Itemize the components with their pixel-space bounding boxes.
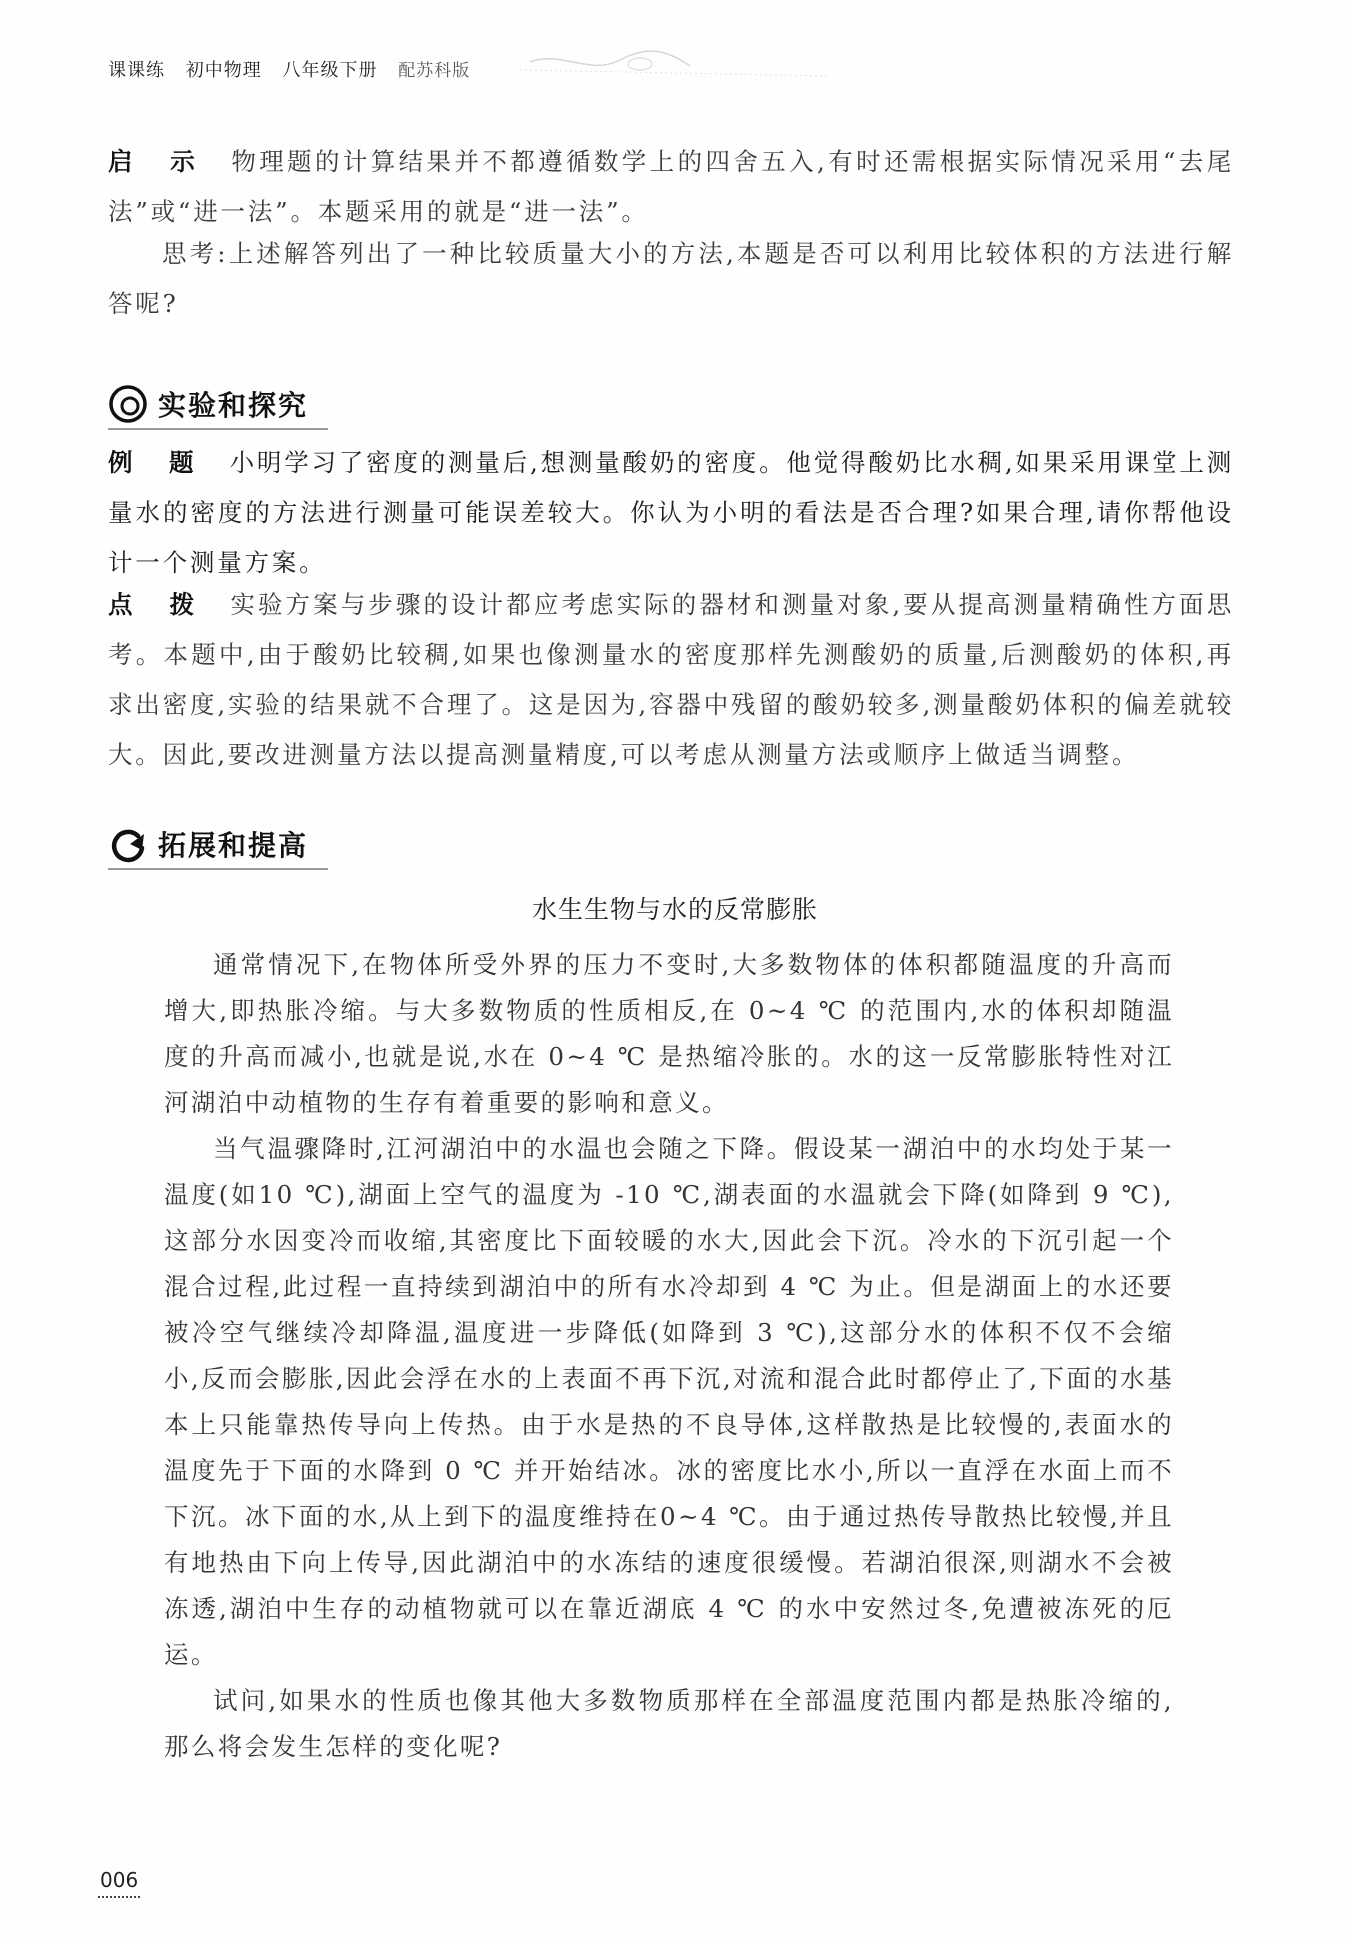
double-circle-icon [108, 384, 148, 424]
article-paragraph-2: 当气温骤降时,江河湖泊中的水温也会随之下降。假设某一湖泊中的水均处于某一温度(如10 ℃),湖面上空气的温度为 -10 ℃,湖表面的水温就会下降(如降到 9 ℃),这部分水因变冷而收缩,其密度比下面较暖的水大,因此会下沉。冷水的下沉引起一个混合过程,此过程一直持续到湖泊中的所有水冷却到 4 ℃ 为止。但是湖面上的水还要被冷空气继续冷却降温,温度进一步降低(如降到 3 ℃),这部分水的体积不仅不会缩小,反而会膨胀,因此会浮在水的上表面不再下沉,对流和混合此时都停止了,下面的水基本上只能靠热传导向上传热。由于水是热的不良导体,这样散热是比较慢的,表面水的温度先于下面的水降到 0 ℃ 并开始结冰。冰的密度比水小,所以一直浮在水面上而不下沉。冰下面的水,从上到下的温度维持在0~4 ℃。由于通过热传导散热比较慢,并且有地热由下向上传导,因此湖泊中的水冻结的速度很缓慢。若湖泊很深,则湖水不会被冻透,湖泊中生存的动植物就可以在靠近湖底 4 ℃ 的水中安然过冬,免遭被冻死的厄运。 [164, 1134, 1174, 1669]
think-paragraph: 思考:上述解答列出了一种比较质量大小的方法,本题是否可以利用比较体积的方法进行解答呢? [108, 239, 1234, 318]
header-edition: 配苏科版 [398, 61, 471, 81]
tip-label: 点 拨 [108, 590, 209, 619]
header-grade: 八年级下册 [282, 60, 378, 81]
example-paragraph [108, 438, 1234, 588]
article-body [164, 942, 1174, 1770]
curved-arrow-icon [108, 824, 148, 864]
article-paragraph-1: 通常情况下,在物体所受外界的压力不变时,大多数物体的体积都随温度的升高而增大,即热胀冷缩。与大多数物质的性质相反,在 0~4 ℃ 的范围内,水的体积却随温度的升高而减小,也就是说,水在 0~4 ℃ 是热缩冷胀的。水的这一反常膨胀特性对江河湖泊中动植物的生存有着重要的影响和意义。 [164, 950, 1174, 1117]
tip-paragraph [108, 580, 1234, 780]
example-label: 例 题 [108, 448, 208, 477]
section-experiment-title: 实验和探究 [158, 389, 309, 422]
running-header [108, 56, 484, 82]
hint-label: 启 示 [108, 147, 210, 176]
header-subject: 初中物理 [185, 60, 262, 81]
section-extension-rule [108, 868, 328, 870]
tip-text: 实验方案与步骤的设计都应考虑实际的器材和测量对象,要从提高测量精确性方面思考。本题中,由于酸奶比较稠,如果也像测量水的密度那样先测酸奶的质量,后测酸奶的体积,再求出密度,实验的结果就不合理了。这是因为,容器中残留的酸奶较多,测量酸奶体积的偏差就较大。因此,要改进测量方法以提高测量精度,可以考虑从测量方法或顺序上做适当调整。 [108, 590, 1235, 769]
section-extension-title: 拓展和提高 [158, 829, 309, 862]
section-extension-heading [108, 822, 308, 866]
header-decoration [520, 46, 840, 86]
article-paragraph-3: 试问,如果水的性质也像其他大多数物质那样在全部温度范围内都是热胀冷缩的,那么将会发生怎样的变化呢? [164, 1686, 1174, 1761]
hint-text: 物理题的计算结果并不都遵循数学上的四舍五入,有时还需根据实际情况采用“去尾法”或“进一法”。本题采用的就是“进一法”。 [108, 147, 1234, 226]
hint-paragraph [108, 137, 1234, 237]
article-title: 水生生物与水的反常膨胀 [531, 895, 818, 924]
page-number-underline [98, 1896, 140, 1898]
example-text: 小明学习了密度的测量后,想测量酸奶的密度。他觉得酸奶比水稠,如果采用课堂上测量水的密度的方法进行测量可能误差较大。你认为小明的看法是否合理?如果合理,请你帮他设计一个测量方案。 [108, 448, 1234, 577]
section-experiment-rule [108, 428, 328, 430]
header-series: 课课练 [108, 60, 165, 81]
section-experiment-heading [108, 382, 308, 426]
page-number: 006 [100, 1868, 139, 1892]
